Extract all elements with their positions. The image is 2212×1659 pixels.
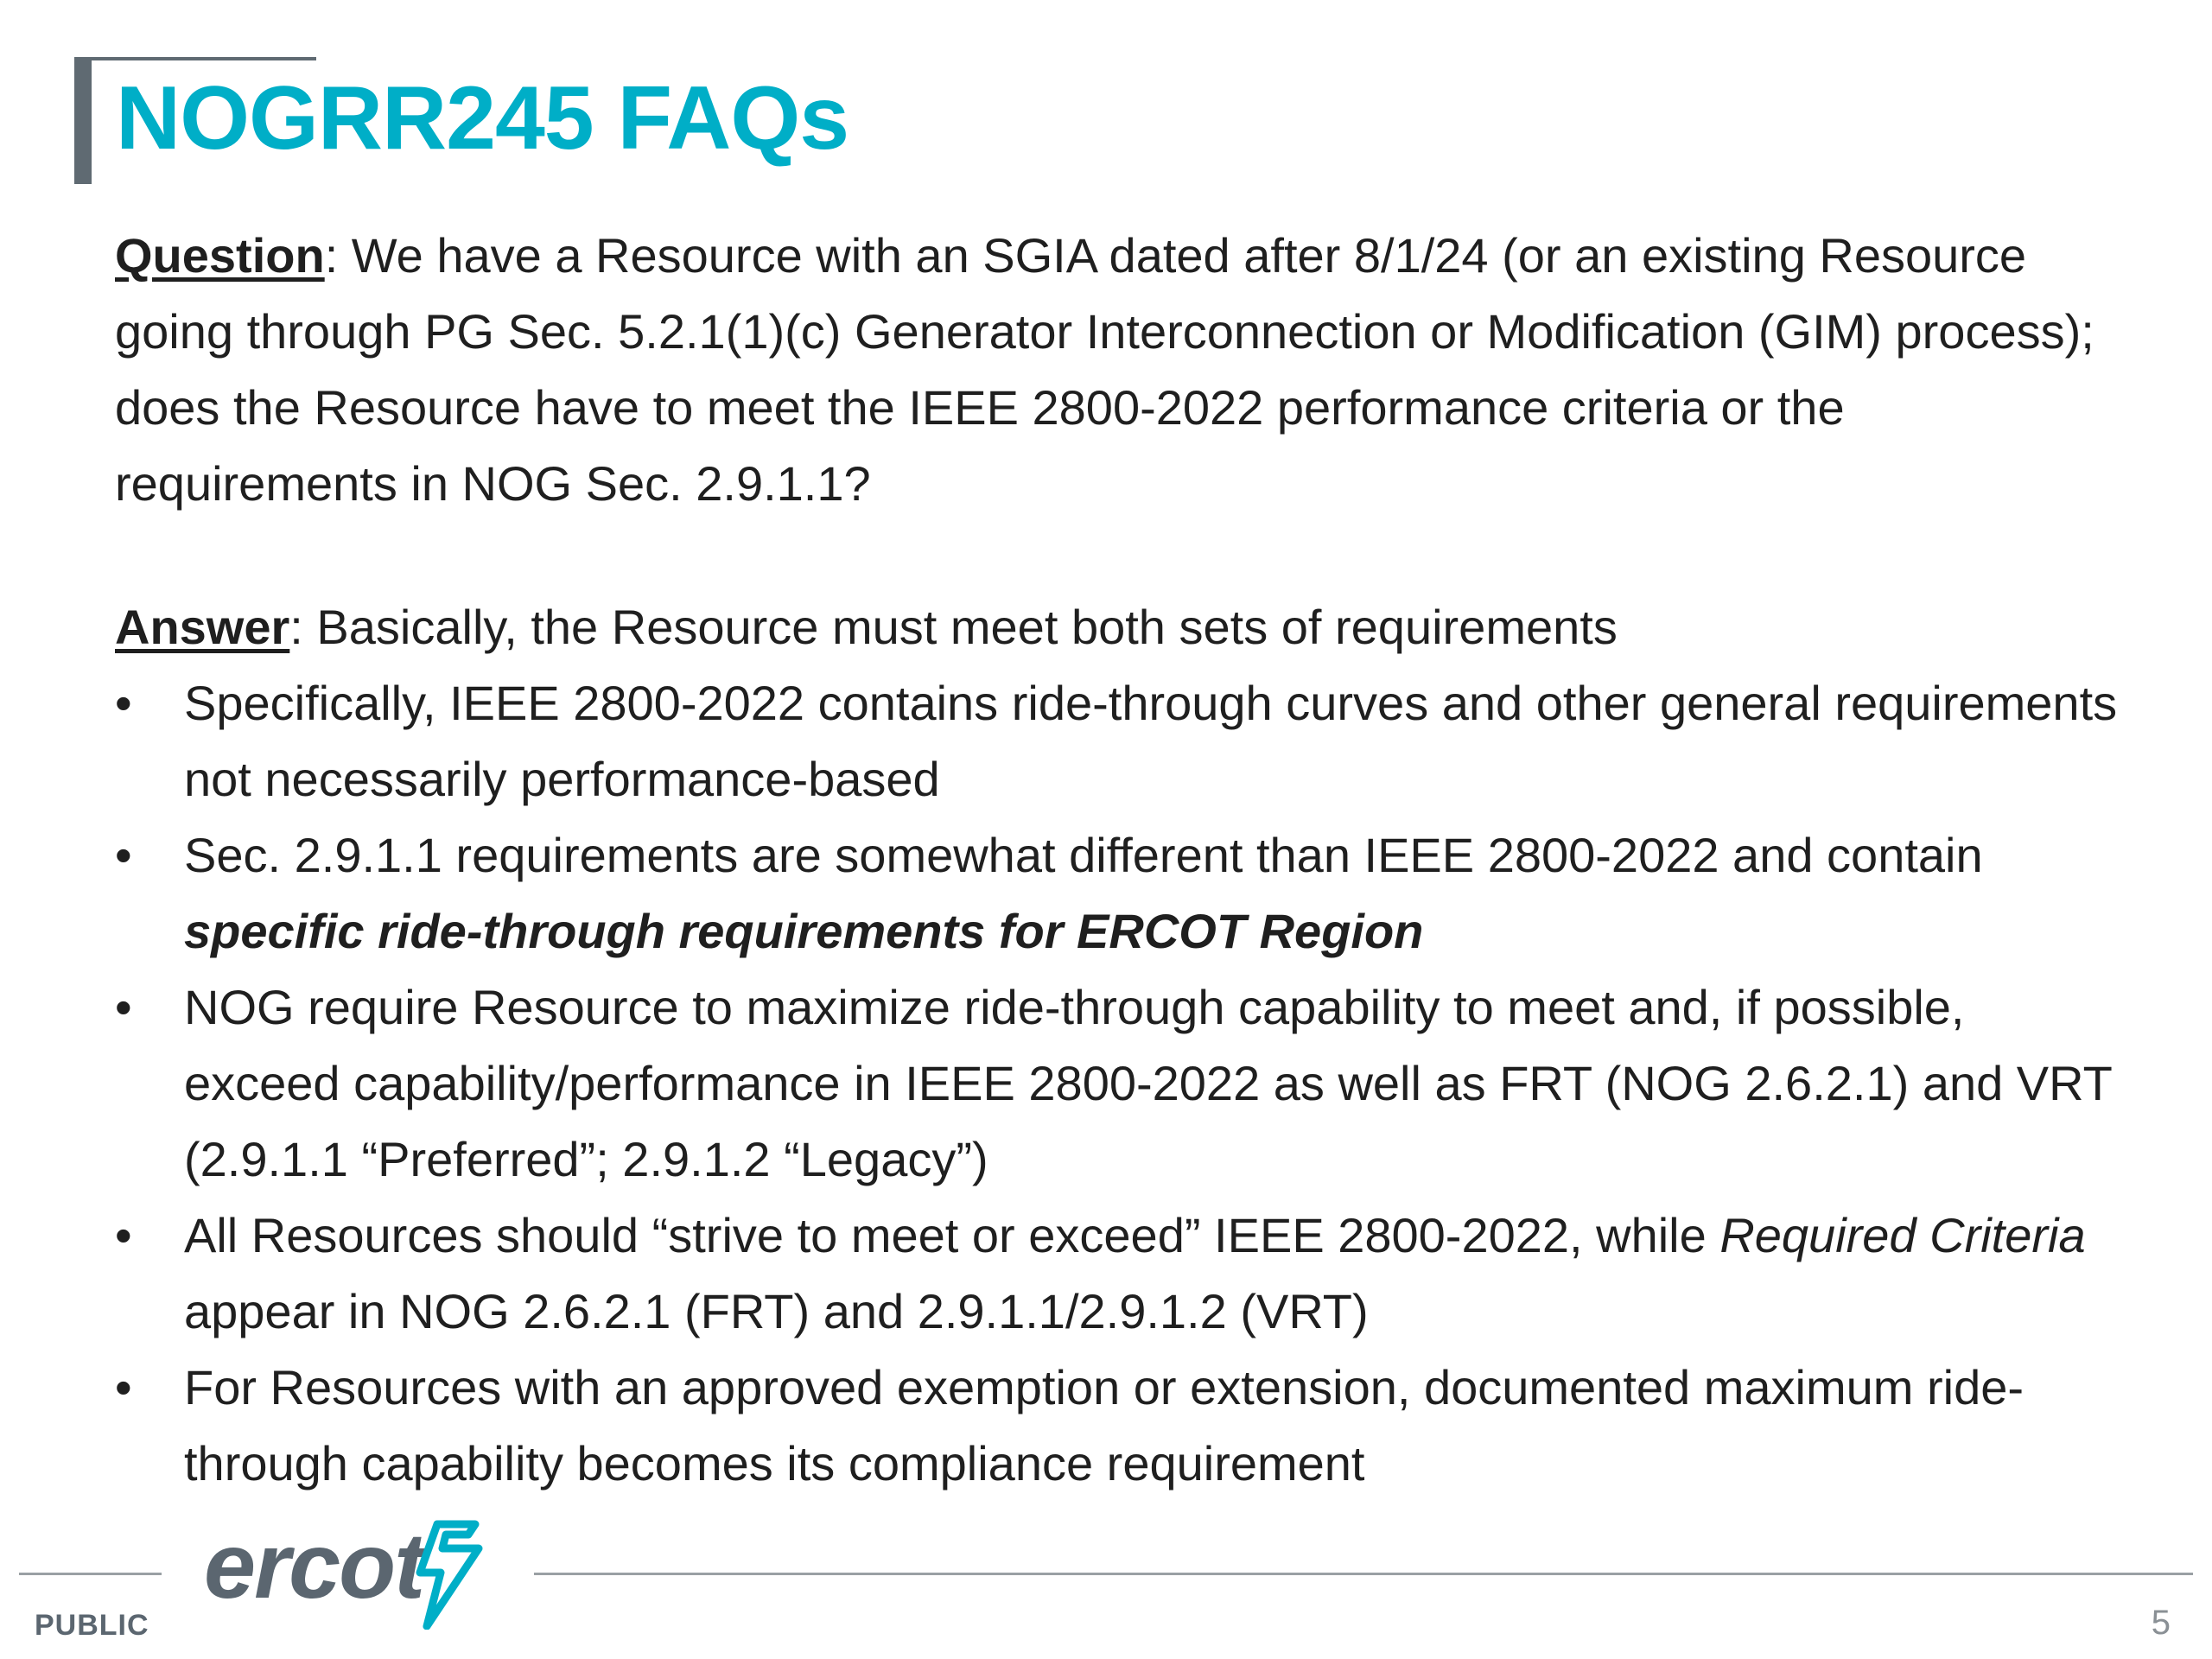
bullet-text: All Resources should “strive to meet or exceed” IEEE 2800-2022, while (184, 1208, 1720, 1262)
list-item (115, 1350, 2128, 1502)
bullet-text-end: appear in NOG 2.6.2.1 (FRT) and 2.9.1.1/2.9.1.2 (VRT) (184, 1284, 1369, 1338)
bullet-text: NOG require Resource to maximize ride-through capability to meet and, if possible, exceed capability/performance in IEEE 2800-2022 as well as FRT (NOG 2.6.2.1) and VRT (2.9.1.1 “Preferred”; 2.9.1.2 “Legacy”) (184, 980, 2112, 1186)
logo-wordmark: ercot (204, 1513, 424, 1618)
slide-title: NOGRR245 FAQs (116, 68, 849, 168)
question-paragraph (115, 218, 2128, 522)
footer-divider-left (19, 1573, 162, 1575)
page-number: 5 (2151, 1604, 2171, 1642)
classification-label: PUBLIC (35, 1609, 149, 1642)
title-accent-line (74, 57, 316, 60)
question-label: Question (115, 228, 325, 283)
lightning-bolt-icon (408, 1519, 494, 1630)
ercot-logo (204, 1513, 498, 1631)
bullet-glyph: • (115, 676, 132, 730)
list-item (115, 817, 2128, 969)
answer-text: : Basically, the Resource must meet both sets of requirements (289, 600, 1618, 654)
bullet-text: For Resources with an approved exemption or extension, documented maximum ride-through capability becomes its compliance requirement (184, 1360, 2024, 1491)
answer-paragraph (115, 589, 2128, 665)
list-item (115, 665, 2128, 817)
answer-bullet-list (115, 665, 2128, 1502)
footer-divider-right (534, 1573, 2193, 1575)
bullet-glyph: • (115, 980, 132, 1034)
bullet-text: Sec. 2.9.1.1 requirements are somewhat different than IEEE 2800-2022 and contain (184, 828, 1983, 882)
bullet-glyph: • (115, 1208, 132, 1262)
bullet-italic: Required Criteria (1719, 1208, 2086, 1262)
answer-label: Answer (115, 600, 290, 654)
list-item (115, 1198, 2128, 1350)
bullet-glyph: • (115, 1360, 132, 1414)
bullet-glyph: • (115, 828, 132, 882)
bullet-emphasis: specific ride-through requirements for ERCOT Region (184, 904, 1424, 958)
list-item (115, 969, 2128, 1198)
question-text: : We have a Resource with an SGIA dated after 8/1/24 (or an existing Resource going through PG Sec. 5.2.1(1)(c) Generator Interconnection or Modification (GIM) process); does the Resource have to meet the IEEE 2800-2022 performance criteria or the requirements in NOG Sec. 2.9.1.1? (115, 228, 2094, 511)
title-accent-bar (74, 57, 92, 184)
paragraph-spacer (115, 522, 2128, 589)
slide-body (115, 218, 2128, 1502)
bullet-text: Specifically, IEEE 2800-2022 contains ride-through curves and other general requirements not necessarily performance-based (184, 676, 2118, 806)
